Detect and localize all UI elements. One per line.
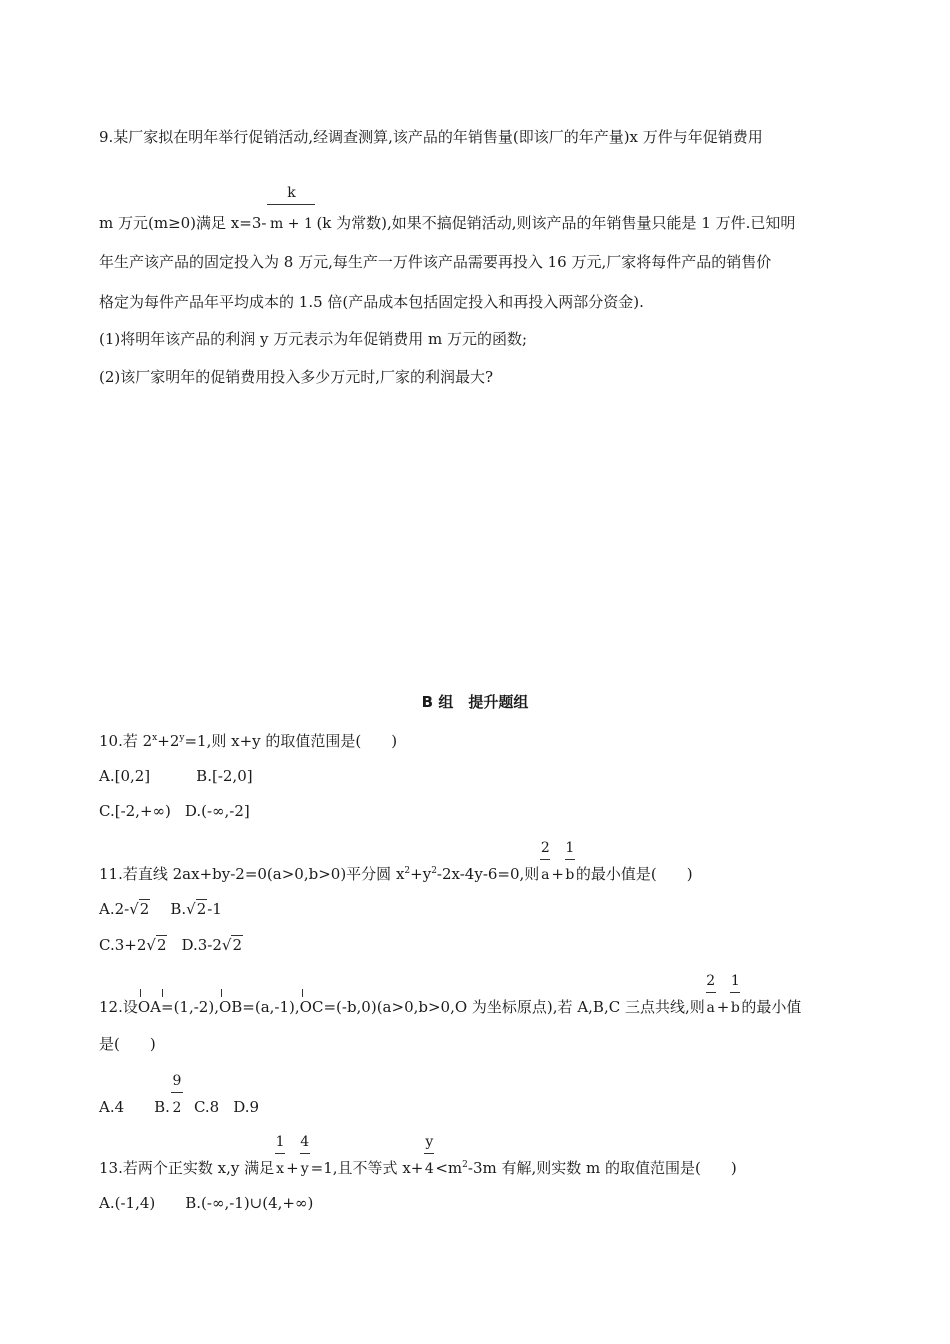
section-b-heading: B 组 提升题组 (421, 693, 529, 711)
q9-frac-den: m + 1 (270, 216, 313, 232)
q11-option-c-sqrt (146, 935, 167, 955)
vector-arrow-icon (162, 989, 163, 997)
q13-sup: 2 (462, 1160, 468, 1170)
q12-f1-num: 2 (706, 973, 716, 989)
q11-stem-pre: 11.若直线 2ax+by-2=0(a>0,b>0)平分圆 x (99, 865, 405, 883)
q12-f2-num: 1 (730, 973, 740, 989)
q9-frac-num: k (287, 185, 296, 201)
q12-option-b-den: 2 (172, 1100, 182, 1116)
q11-option-d-sqrt (222, 935, 243, 955)
q10-stem-post: =1,则 x+y 的取值范围是( ) (184, 732, 398, 750)
q9-fraction (266, 185, 316, 234)
q12-option-a: A.4 (99, 1098, 125, 1116)
q12-vector-ob (219, 997, 242, 1017)
q13-f2-num: 4 (300, 1134, 310, 1150)
q11-f2-num: 1 (565, 840, 575, 856)
q10-option-b: B.[-2,0] (196, 767, 253, 785)
q11-option-a-sqrt (129, 899, 150, 919)
q12-option-d: D.9 (233, 1098, 260, 1116)
q12-fraction-2 (729, 973, 741, 1018)
q13-post: -3m 有解,则实数 m 的取值范围是( ) (467, 1159, 737, 1177)
q11-fraction-2 (564, 840, 576, 885)
q10-sup2: y (179, 733, 185, 743)
q12-option-b-bar (171, 1092, 183, 1093)
q13-f3-num: y (425, 1134, 434, 1150)
q13-mid: =1,且不等式 x+ (310, 1159, 424, 1177)
q12-plus: + (716, 998, 730, 1016)
radical-sign-icon: √ (129, 900, 139, 918)
q13-f2-den: y (300, 1161, 309, 1177)
q12-stem (99, 973, 802, 1018)
q12-oc-value: =(-b,0)(a>0,b>0,O 为坐标原点),若 A,B,C 三点共线,则 (323, 998, 705, 1016)
q12-vector-oa-label: OA (137, 998, 161, 1016)
q12-f1-bar (706, 992, 716, 993)
q11-plus: + (551, 865, 564, 883)
q11-option-b-post: -1 (207, 900, 222, 918)
q11-options-ab (99, 899, 222, 919)
q11-f2-bar (565, 859, 575, 860)
q11-option-c-pre: C.3+2 (99, 936, 147, 954)
q10-stem-mid: +2 (157, 732, 180, 750)
q12-post: 的最小值 (741, 998, 802, 1016)
q10-options-cd (99, 801, 250, 821)
q10-option-c: C.[-2,+∞) (99, 802, 171, 820)
q11-fraction-1 (539, 840, 551, 885)
q11-option-b-sqrt (186, 899, 207, 919)
q13-fraction-2 (299, 1134, 311, 1179)
q12-f1-den: a (706, 1000, 715, 1016)
q9-line2-post: (k 为常数),如果不搞促销活动,则该产品的年销售量只能是 1 万件.已知明 (316, 214, 796, 232)
q13-fraction-1 (274, 1134, 286, 1179)
q9-part2: (2)该厂家明年的促销费用投入多少万元时,厂家的利润最大? (99, 368, 494, 386)
q11-stem-mid: +y (410, 865, 432, 883)
q10-option-d: D.(-∞,-2] (184, 802, 250, 820)
q9-line2 (99, 185, 796, 234)
q9-line3: 年生产该产品的固定投入为 8 万元,每生产一万件该产品需要再投入 16 万元,厂家将每件产品的销售价 (99, 253, 772, 271)
q11-option-a-pre: A.2- (99, 900, 130, 918)
q13-fraction-3 (423, 1134, 435, 1179)
q13-pre: 13.若两个正实数 x,y 满足 (99, 1159, 275, 1177)
q11-stem-post: 的最小值是( ) (575, 865, 693, 883)
q11-f1-num: 2 (540, 840, 550, 856)
q13-post-pre: <m (435, 1159, 463, 1177)
q12-pre: 12.设 (99, 998, 138, 1016)
q12-vector-oa (138, 997, 161, 1017)
q12-vector-ob-label: OB (218, 998, 243, 1016)
q12-fraction-1 (705, 973, 717, 1018)
q11-option-b-pre: B. (170, 900, 187, 918)
q9-frac-bar (267, 204, 315, 205)
q13-f1-bar (275, 1153, 285, 1154)
q13-f3-bar (424, 1153, 434, 1154)
q13-options (99, 1193, 313, 1213)
q11-f1-den: a (541, 867, 550, 883)
q13-option-a: A.(-1,4) (99, 1194, 156, 1212)
q11-option-a-radicand: 2 (139, 900, 150, 918)
q12-option-b-fraction (170, 1073, 184, 1118)
q9-part1: (1)将明年该产品的利润 y 万元表示为年促销费用 m 万元的函数; (99, 330, 528, 348)
q12-option-b-num: 9 (172, 1073, 182, 1089)
q11-option-c-radicand: 2 (156, 936, 167, 954)
q13-option-b: B.(-∞,-1)∪(4,+∞) (185, 1194, 314, 1212)
q12-vector-oc-label: OC (299, 998, 324, 1016)
q9-line2-pre: m 万元(m≥0)满足 x=3- (99, 214, 267, 232)
vector-arrow-icon (302, 989, 303, 997)
q13-f1-den: x (276, 1161, 285, 1177)
q12-f2-den: b (730, 1000, 740, 1016)
q12-line2: 是( ) (99, 1035, 156, 1053)
q11-f1-bar (540, 859, 550, 860)
q9-line1: 9.某厂家拟在明年举行促销活动,经调查测算,该产品的年销售量(即该厂的年产量)x 万件与年促销费用 (99, 128, 763, 146)
q12-ob-value: =(a,-1), (242, 998, 300, 1016)
vector-arrow-icon (221, 989, 222, 997)
q10-stem-pre: 10.若 2 (99, 732, 153, 750)
q11-sup1: 2 (404, 866, 411, 876)
q11-stem (99, 840, 693, 887)
q13-f2-bar (300, 1153, 310, 1154)
q11-option-b-radicand: 2 (196, 900, 207, 918)
q11-option-d-pre: D.3-2 (181, 936, 222, 954)
radical-sign-icon: √ (146, 936, 156, 954)
q11-option-d-radicand: 2 (232, 936, 243, 954)
q13-f1-num: 1 (275, 1134, 285, 1150)
q13-f3-den: 4 (424, 1161, 434, 1177)
q9-line4: 格定为每件产品年平均成本的 1.5 倍(产品成本包括固定投入和再投入两部分资金). (99, 293, 644, 311)
q11-f2-den: b (565, 867, 575, 883)
q12-options (99, 1073, 260, 1118)
q13-plus: + (286, 1159, 299, 1177)
q12-f2-bar (730, 992, 740, 993)
q11-sup2: 2 (431, 866, 437, 876)
q11-options-cd (99, 935, 243, 955)
q11-stem-mid2: -2x-4y-6=0,则 (436, 865, 540, 883)
q12-oa-value: =(1,-2), (161, 998, 219, 1016)
q10-stem (99, 731, 397, 754)
q12-option-c: C.8 (193, 1098, 220, 1116)
radical-sign-icon: √ (186, 900, 196, 918)
vector-arrow-icon (140, 989, 141, 997)
q10-options-ab (99, 766, 253, 786)
q10-option-a: A.[0,2] (99, 767, 151, 785)
q10-sup1: x (152, 733, 158, 743)
q13-stem (99, 1134, 737, 1181)
q12-option-b-pre: B. (154, 1098, 170, 1116)
radical-sign-icon: √ (221, 936, 232, 954)
q12-vector-oc (300, 997, 324, 1017)
